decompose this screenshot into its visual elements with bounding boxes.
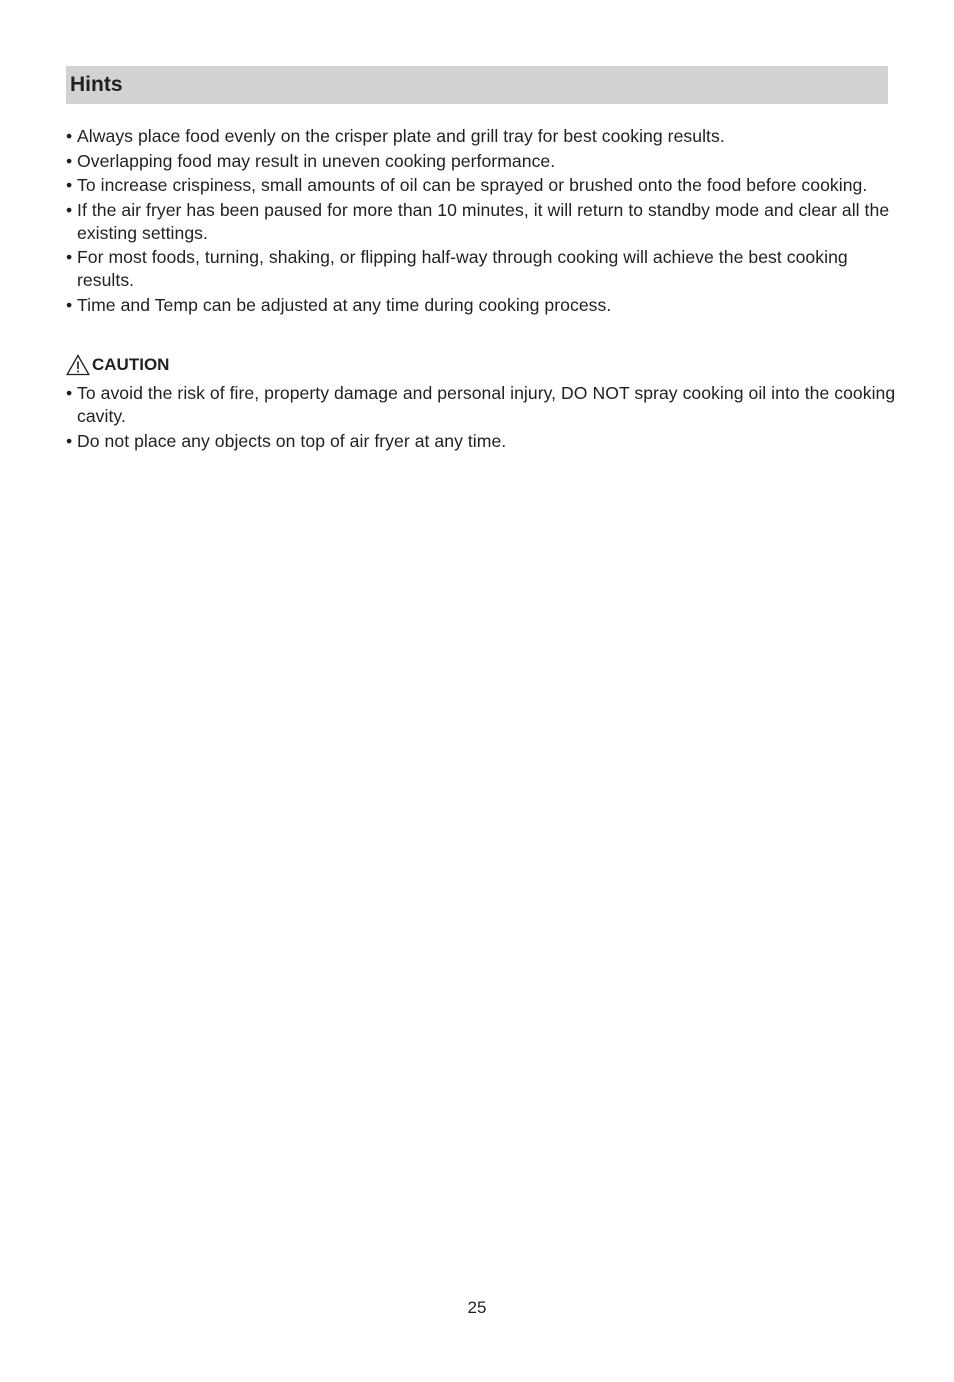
hints-list bbox=[66, 125, 896, 318]
hint-item bbox=[66, 246, 896, 292]
hint-item bbox=[66, 150, 896, 173]
hint-text: Time and Temp can be adjusted at any time during cooking process. bbox=[77, 294, 612, 315]
bullet: • bbox=[66, 126, 73, 146]
bullet: • bbox=[66, 175, 73, 195]
bullet: • bbox=[66, 199, 73, 220]
caution-item bbox=[66, 382, 896, 428]
section-header bbox=[66, 66, 888, 104]
bullet: • bbox=[66, 430, 73, 451]
section-title: Hints bbox=[70, 73, 123, 96]
bullet: • bbox=[66, 383, 73, 403]
bullet: • bbox=[66, 150, 73, 171]
hint-text: If the air fryer has been paused for more than 10 minutes, it will return to standby mode and clear all the existing settings. bbox=[77, 199, 890, 243]
caution-label: CAUTION bbox=[92, 355, 170, 374]
hint-text: Overlapping food may result in uneven cooking performance. bbox=[77, 150, 556, 171]
hint-item bbox=[66, 174, 896, 197]
hint-item bbox=[66, 294, 896, 317]
hint-item bbox=[66, 125, 896, 148]
warning-triangle-icon bbox=[66, 354, 90, 376]
caution-list bbox=[66, 382, 896, 454]
hint-item bbox=[66, 199, 896, 245]
caution-text: Do not place any objects on top of air fryer at any time. bbox=[77, 430, 507, 451]
hint-text: For most foods, turning, shaking, or flipping half-way through cooking will achieve the best cooking results. bbox=[77, 247, 848, 290]
hint-text: To increase crispiness, small amounts of oil can be sprayed or brushed onto the food before cooking. bbox=[77, 175, 868, 195]
bullet: • bbox=[66, 294, 73, 315]
hint-text: Always place food evenly on the crisper plate and grill tray for best cooking results. bbox=[77, 126, 725, 146]
caution-text: To avoid the risk of fire, property damage and personal injury, DO NOT spray cooking oil into the cooking cavity. bbox=[77, 383, 896, 426]
caution-item bbox=[66, 430, 896, 453]
page-number: 25 bbox=[467, 1298, 487, 1317]
bullet: • bbox=[66, 247, 73, 267]
caution-heading bbox=[66, 353, 169, 377]
